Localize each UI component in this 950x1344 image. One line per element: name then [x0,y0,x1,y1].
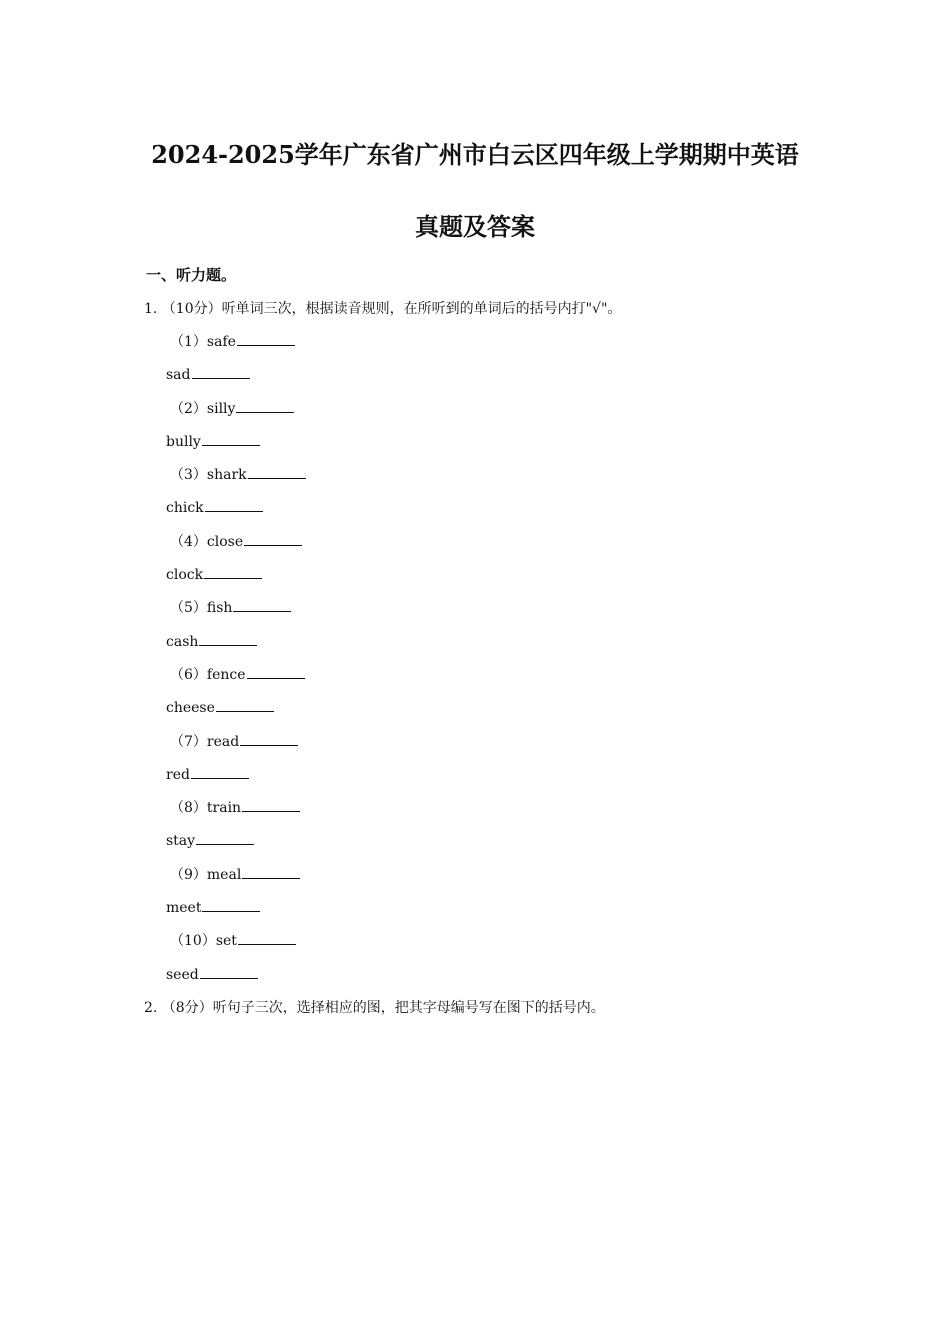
answer-word: （9）meal [170,866,242,883]
answer-blank[interactable] [216,697,274,712]
question-1-answer-list [166,331,306,997]
answer-blank[interactable] [247,664,305,679]
answer-blank[interactable] [248,464,306,479]
question-1-prompt: 1. （10分）听单词三次，根据读音规则，在所听到的单词后的括号内打"√"。 [144,301,622,317]
answer-blank[interactable] [244,531,302,546]
answer-line [166,764,306,797]
answer-line [166,364,306,397]
answer-blank[interactable] [191,764,249,779]
answer-line [166,797,306,830]
answer-word: meet [166,900,202,917]
answer-line [166,830,306,863]
answer-blank[interactable] [205,497,263,512]
answer-word: （5）fish [170,600,233,617]
answer-word: （6）fence [170,666,246,683]
answer-word: cash [166,633,199,650]
answer-word: （8）train [170,800,242,817]
answer-line [166,331,306,364]
answer-blank[interactable] [204,564,262,579]
answer-line [166,731,306,764]
answer-word: （2）silly [170,400,236,417]
answer-line [166,564,306,597]
answer-line [166,531,306,564]
answer-blank[interactable] [202,431,260,446]
answer-blank[interactable] [242,797,300,812]
answer-line [166,464,306,497]
answer-word: （10）set [170,933,237,950]
answer-blank[interactable] [199,631,257,646]
answer-line [166,930,306,963]
answer-word: （4）close [170,533,244,550]
answer-word: red [166,766,190,783]
answer-word: sad [166,367,191,384]
answer-line [166,697,306,730]
answer-word: （7）read [170,733,240,750]
answer-word: bully [166,433,201,450]
answer-line [166,964,306,997]
answer-line [166,631,306,664]
answer-blank[interactable] [242,864,300,879]
answer-blank[interactable] [237,331,295,346]
answer-blank[interactable] [236,398,294,413]
answer-line [166,597,306,630]
answer-line [166,398,306,431]
answer-word: cheese [166,700,215,717]
answer-word: （1）safe [170,334,236,350]
answer-line [166,497,306,530]
document-title-line-2: 真题及答案 [415,212,535,241]
answer-blank[interactable] [196,830,254,845]
answer-blank[interactable] [200,964,258,979]
answer-line [166,664,306,697]
section-heading-listening: 一、听力题。 [146,266,237,284]
answer-blank[interactable] [192,364,250,379]
answer-word: stay [166,833,196,850]
answer-line [166,864,306,897]
answer-word: （3）shark [170,467,247,484]
answer-word: chick [166,500,204,517]
answer-blank[interactable] [240,731,298,746]
answer-blank[interactable] [238,930,296,945]
answer-line [166,897,306,930]
answer-blank[interactable] [202,897,260,912]
answer-word: seed [166,966,199,983]
answer-line [166,431,306,464]
answer-word: clock [166,567,204,584]
document-title-line-1: 2024-2025学年广东省广州市白云区四年级上学期期中英语 [151,140,799,169]
question-2-prompt: 2. （8分）听句子三次，选择相应的图，把其字母编号写在图下的括号内。 [144,1000,605,1016]
answer-blank[interactable] [233,597,291,612]
